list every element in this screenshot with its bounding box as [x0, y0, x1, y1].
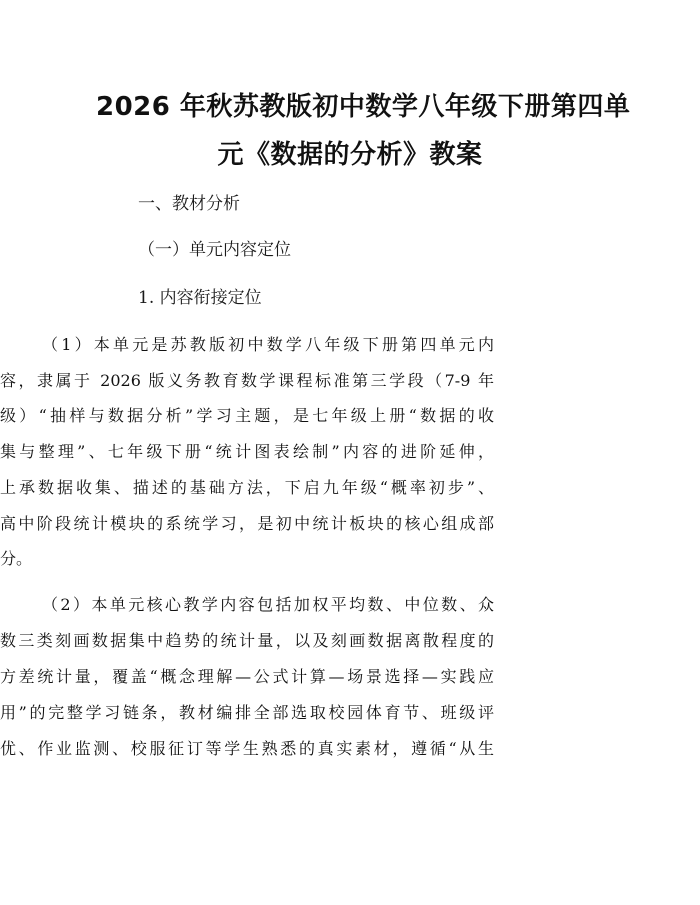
- document-title-line-1: 2026 年秋苏教版初中数学八年级下册第四单: [96, 92, 631, 122]
- paragraph-2-line-1: （2）本单元核心教学内容包括加权平均数、中位数、众: [42, 595, 494, 614]
- paragraph-2-line-5: 优、作业监测、校服征订等学生熟悉的真实素材，遵循“从生: [0, 739, 494, 758]
- item-heading-content-connection: 1. 内容衔接定位: [138, 288, 262, 308]
- paragraph-1-line-2: 容，隶属于 2026 版义务教育数学课程标准第三学段（7-9 年: [0, 371, 494, 390]
- paragraph-1-line-4: 集与整理”、七年级下册“统计图表绘制”内容的进阶延伸，: [0, 442, 494, 461]
- section-heading-teaching-material-analysis: 一、教材分析: [138, 194, 240, 214]
- paragraph-2-line-2: 数三类刻画数据集中趋势的统计量，以及刻画数据离散程度的: [0, 631, 494, 650]
- document-title-line-2: 元《数据的分析》教案: [217, 140, 483, 170]
- paragraph-1-line-1: （1）本单元是苏教版初中数学八年级下册第四单元内: [42, 335, 494, 354]
- paragraph-1-line-3: 级）“抽样与数据分析”学习主题，是七年级上册“数据的收: [0, 406, 494, 425]
- paragraph-2-line-4: 用”的完整学习链条，教材编排全部选取校园体育节、班级评: [0, 703, 494, 722]
- paragraph-1-line-7: 分。: [0, 549, 33, 568]
- subsection-heading-unit-positioning: （一）单元内容定位: [138, 240, 291, 260]
- paragraph-2-line-3: 方差统计量，覆盖“概念理解—公式计算—场景选择—实践应: [0, 667, 494, 686]
- paragraph-1-line-5: 上承数据收集、描述的基础方法，下启九年级“概率初步”、: [0, 478, 494, 497]
- paragraph-1-line-6: 高中阶段统计模块的系统学习，是初中统计板块的核心组成部: [0, 514, 494, 533]
